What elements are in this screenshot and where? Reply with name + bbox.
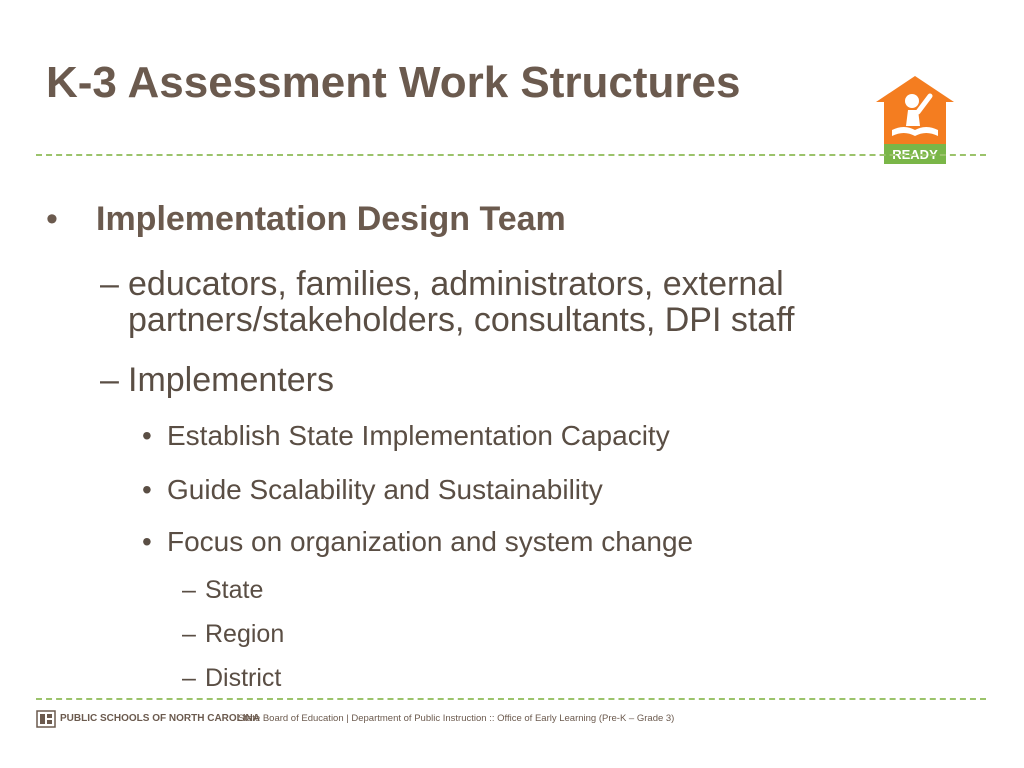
bullet-label: Implementation Design Team <box>96 200 566 238</box>
subitem-label: Implementers <box>128 361 334 399</box>
bullet-marker: • <box>142 420 152 451</box>
subitem-line-2: partners/stakeholders, consultants, DPI staff <box>128 301 795 339</box>
dash-marker: – <box>100 265 119 303</box>
bullet-marker: • <box>46 200 58 238</box>
footer-department: State Board of Education | Department of Public Instruction :: Office of Early Learning (Pre-K – Grade 3) <box>238 713 675 724</box>
dash-marker: – <box>182 664 196 692</box>
dash-marker: – <box>182 576 196 604</box>
nc-seal-icon <box>36 710 56 728</box>
bottom-divider <box>36 698 986 700</box>
point-label: Establish State Implementation Capacity <box>167 420 670 451</box>
bullet-marker: • <box>142 474 152 505</box>
ready-logo <box>874 74 956 166</box>
point-label: Focus on organization and system change <box>167 526 694 557</box>
dash-marker: – <box>100 361 119 399</box>
logo-label: READY <box>892 147 938 162</box>
footer-organization: PUBLIC SCHOOLS OF NORTH CAROLINA <box>60 713 260 724</box>
point-label: Guide Scalability and Sustainability <box>167 474 603 505</box>
level-label: District <box>205 664 282 692</box>
level-label: State <box>205 576 264 604</box>
bullet-marker: • <box>142 526 152 557</box>
dash-marker: – <box>182 620 196 648</box>
top-divider <box>36 154 986 156</box>
level-label: Region <box>205 620 285 648</box>
slide-title: K-3 Assessment Work Structures <box>46 58 741 107</box>
subitem-line-1: educators, families, administrators, external <box>128 265 784 303</box>
